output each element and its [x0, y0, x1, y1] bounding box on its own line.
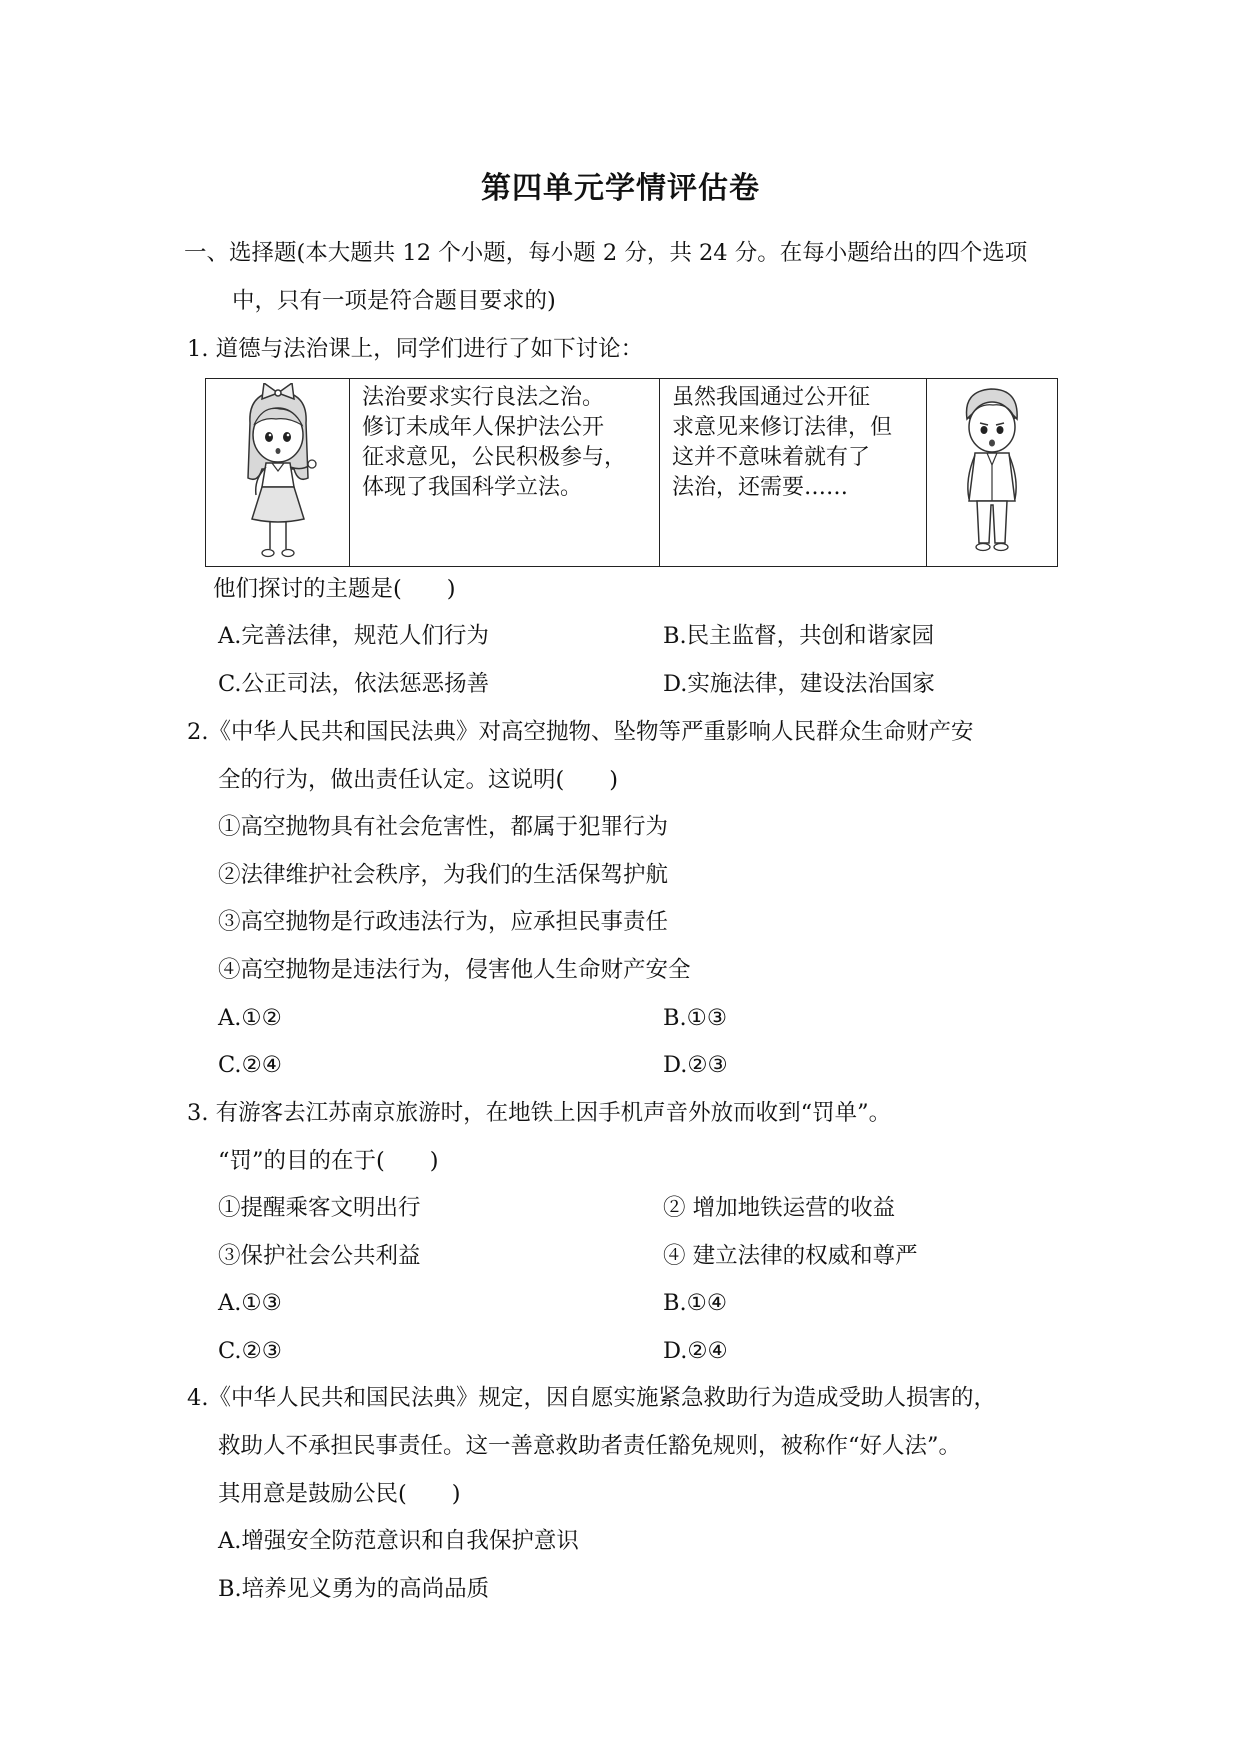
q3-item-2: ② 增加地铁运营的收益: [663, 1195, 896, 1221]
q3-stem-cont: “罚”的目的在于( ): [218, 1148, 439, 1174]
section-heading-cont: 中，只有一项是符合题目要求的): [232, 288, 556, 314]
q3-item-1: ①提醒乘客文明出行: [218, 1195, 421, 1221]
q2-option-d: D.②③: [663, 1052, 728, 1078]
q1-option-b: B.民主监督，共创和谐家园: [663, 623, 935, 649]
q1-option-a: A.完善法律，规范人们行为: [218, 623, 489, 649]
q3-option-b: B.①④: [663, 1290, 728, 1316]
q3-stem: 3. 有游客去江苏南京旅游时，在地铁上因手机声音外放而收到“罚单”。: [187, 1100, 892, 1126]
q3-option-a: A.①③: [218, 1290, 282, 1316]
q2-option-b: B.①③: [663, 1005, 728, 1031]
q1-option-c: C.公正司法，依法惩恶扬善: [218, 671, 490, 697]
q3-option-d: D.②④: [663, 1338, 728, 1364]
q3-item-3: ③保护社会公共利益: [218, 1243, 421, 1269]
q2-option-a: A.①②: [218, 1005, 282, 1031]
boy-cell: [927, 379, 1058, 567]
q1-option-d: D.实施法律，建设法治国家: [663, 671, 935, 697]
q1-stem: 1. 道德与法治课上，同学们进行了如下讨论：: [187, 336, 644, 362]
q4-stem-cont-2: 其用意是鼓励公民( ): [218, 1481, 461, 1507]
girl-cell: [206, 379, 350, 567]
q2-option-c: C.②④: [218, 1052, 282, 1078]
q4-option-b: B.培养见义勇为的高尚品质: [218, 1576, 490, 1602]
q4-stem: 4.《中华人民共和国民法典》规定，因自愿实施紧急救助行为造成受助人损害的，: [187, 1385, 996, 1411]
q1-discussion-table: [205, 378, 1058, 567]
q2-item-2: ②法律维护社会秩序，为我们的生活保驾护航: [218, 862, 669, 888]
boy-speech-cell: [660, 379, 927, 567]
section-heading: 一、选择题(本大题共 12 个小题，每小题 2 分，共 24 分。在每小题给出的四个选项: [184, 240, 1028, 266]
q3-option-c: C.②③: [218, 1338, 282, 1364]
q1-question: 他们探讨的主题是( ): [213, 576, 456, 602]
boy-speech-text: 虽然我国通过公开征 求意见来修订法律，但 这并不意味着就有了 法治，还需要……: [672, 385, 893, 500]
girl-speech-text: 法治要求实行良法之治。 修订未成年人保护法公开 征求意见，公民积极参与， 体现了我国科学立法。: [362, 385, 627, 500]
girl-student-illustration: [228, 383, 328, 563]
q4-stem-cont-1: 救助人不承担民事责任。这一善意救助者责任豁免规则，被称作“好人法”。: [218, 1433, 962, 1459]
q2-stem: 2.《中华人民共和国民法典》对高空抛物、坠物等严重影响人民群众生命财产安: [187, 719, 974, 745]
q3-item-4: ④ 建立法律的权威和尊严: [663, 1243, 918, 1269]
girl-speech-cell: [350, 379, 660, 567]
boy-student-illustration: [947, 383, 1037, 559]
q2-item-3: ③高空抛物是行政违法行为，应承担民事责任: [218, 909, 669, 935]
q4-option-a: A.增强安全防范意识和自我保护意识: [218, 1528, 579, 1554]
page-title: 第四单元学情评估卷: [481, 171, 760, 206]
q2-item-1: ①高空抛物具有社会危害性，都属于犯罪行为: [218, 814, 669, 840]
q2-item-4: ④高空抛物是违法行为，侵害他人生命财产安全: [218, 957, 691, 983]
q2-stem-cont: 全的行为，做出责任认定。这说明( ): [218, 767, 619, 793]
